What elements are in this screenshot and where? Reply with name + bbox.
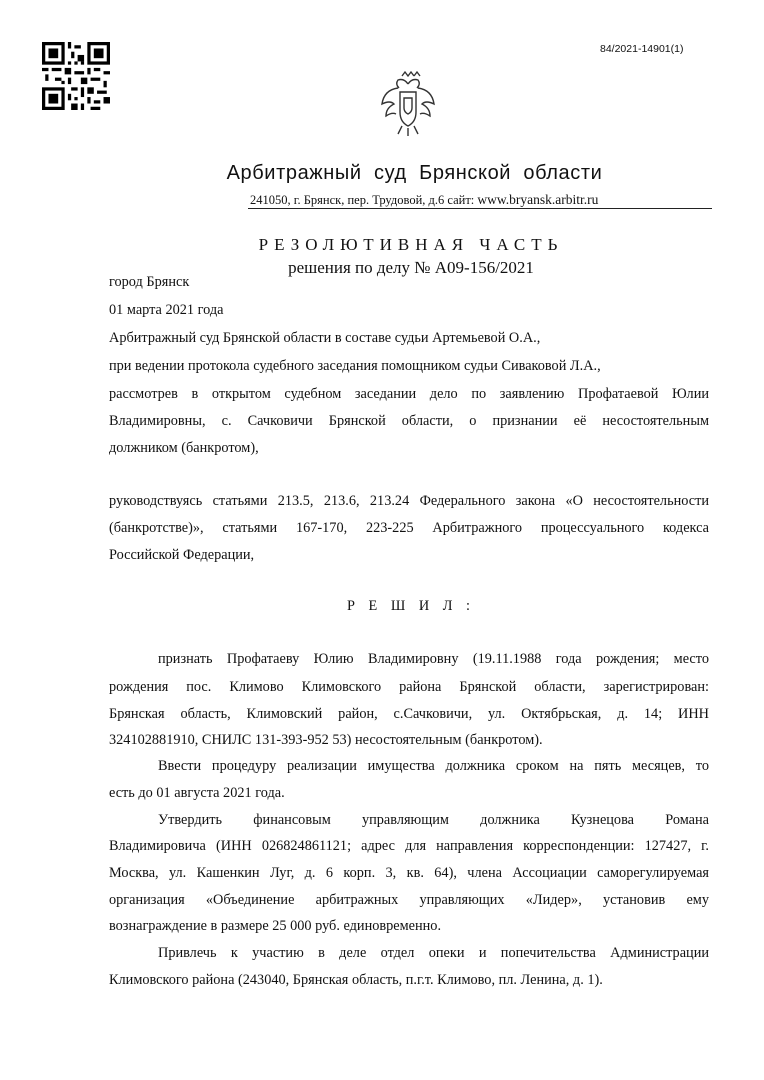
date-line: 01 марта 2021 года bbox=[109, 302, 224, 318]
decision-p2-line-1: Ввести процедуру реализации имущества должника сроком на пять месяцев, то bbox=[158, 758, 709, 774]
qr-code-icon bbox=[42, 42, 110, 110]
court-website-link[interactable]: www.bryansk.arbitr.ru bbox=[477, 192, 599, 207]
court-composition-line: Арбитражный суд Брянской области в составе судьи Артемьевой О.А., bbox=[109, 330, 541, 346]
case-line-1: рассмотрев в открытом судебном заседании дело по заявлению Профатаевой Юлии bbox=[109, 386, 709, 402]
header-divider bbox=[248, 208, 712, 209]
decision-p1-line-1: признать Профатаеву Юлию Владимировну (19.11.1988 года рождения; место bbox=[158, 651, 709, 667]
case-line-2: Владимировны, с. Сачковичи Брянской области, о признании её несостоятельным bbox=[109, 413, 709, 429]
decision-p3-line-1: Утвердить финансовым управляющим должника Кузнецова Романа bbox=[158, 812, 709, 828]
decision-p1-line-2: рождения пос. Климово Климовского района Брянской области, зарегистрирован: bbox=[109, 679, 709, 695]
russian-coat-of-arms-icon bbox=[378, 70, 438, 140]
document-number: 84/2021-14901(1) bbox=[600, 43, 684, 55]
law-line-3: Российской Федерации, bbox=[109, 547, 255, 563]
decision-p3-line-3: Москва, ул. Кашенкин Луг, д. 6 корп. 3, кв. 64), члена Ассоциации саморегулируемая bbox=[109, 865, 709, 881]
law-line-2: (банкротстве)», статьями 167-170, 223-225 Арбитражного процессуального кодекса bbox=[109, 520, 709, 536]
decision-p3-line-5: вознаграждение в размере 25 000 руб. единовременно. bbox=[109, 918, 442, 934]
law-line-1: руководствуясь статьями 213.5, 213.6, 213.24 Федерального закона «О несостоятельности bbox=[109, 493, 709, 509]
decision-p2-line-2: есть до 01 августа 2021 года. bbox=[109, 785, 285, 801]
court-name: Арбитражный суд Брянской области bbox=[226, 162, 603, 184]
document-subtitle: решения по делу № А09-156/2021 bbox=[288, 258, 534, 277]
protocol-line: при ведении протокола судебного заседания помощником судьи Сиваковой Л.А., bbox=[109, 358, 601, 374]
decision-p3-line-2: Владимировича (ИНН 026824861121; адрес для направления корреспонденции: 127427, г. bbox=[109, 838, 709, 854]
decision-heading: Р Е Ш И Л : bbox=[347, 598, 475, 614]
decision-p4-line-1: Привлечь к участию в деле отдел опеки и попечительства Администрации bbox=[158, 945, 709, 961]
decision-p1-line-4: 324102881910, СНИЛС 131-393-952 53) несостоятельным (банкротом). bbox=[109, 732, 543, 748]
decision-p3-line-4: организация «Объединение арбитражных управляющих «Лидер», установив ему bbox=[109, 892, 709, 908]
decision-p1-line-3: Брянская область, Климовский район, с.Сачковичи, ул. Октябрьская, д. 14; ИНН bbox=[109, 706, 709, 722]
court-address bbox=[250, 192, 598, 208]
decision-p4-line-2: Климовского района (243040, Брянская область, п.г.т. Климово, пл. Ленина, д. 1). bbox=[109, 972, 603, 988]
case-line-3: должником (банкротом), bbox=[109, 440, 259, 456]
document-title: РЕЗОЛЮТИВНАЯ ЧАСТЬ bbox=[258, 235, 564, 254]
city-line: город Брянск bbox=[109, 274, 190, 290]
address-text: 241050, г. Брянск, пер. Трудовой, д.6 сайт: bbox=[250, 193, 478, 207]
